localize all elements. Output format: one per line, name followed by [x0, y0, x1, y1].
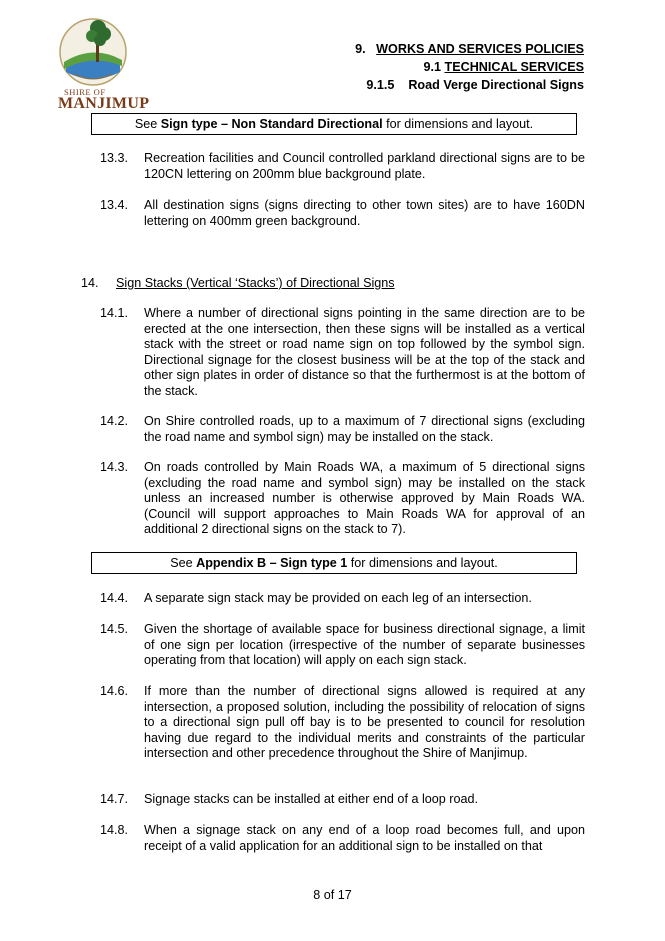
- item-number: 13.3.: [100, 151, 129, 165]
- header-line3: 9.1.5 Road Verge Directional Signs: [366, 78, 584, 92]
- item-text: If more than the number of directional signs allowed is required at any intersection, a proposed solution, including the possibility of relocation of signs to a directional sign pull off bay is to be presented to council for resolution having due regard to the individual merits and constraints of the particular intersection and other precedence throughout the Shire of Manjimup.: [144, 684, 585, 761]
- item-number: 14.6.: [100, 684, 129, 698]
- item-number: 14.8.: [100, 823, 129, 837]
- item-text: On Shire controlled roads, up to a maximum of 7 directional signs (excluding the road name and symbol sign) may be installed on the stack.: [144, 414, 585, 444]
- item-text: When a signage stack on any end of a loop road becomes full, and upon receipt of a valid application for an additional sign to be installed on that: [144, 823, 585, 853]
- item-text: All destination signs (signs directing to other town sites) are to have 160DN lettering on 400mm green background.: [144, 198, 585, 228]
- item-number: 14.4.: [100, 591, 129, 605]
- item-text: Given the shortage of available space for business directional signage, a limit of one sign per location (irrespective of the number of separate businesses operating from that location) will apply on each sign stack.: [144, 622, 585, 668]
- item-number: 14.2.: [100, 414, 129, 428]
- reference-box-2: [91, 552, 577, 574]
- header-subsection-title: TECHNICAL SERVICES: [444, 60, 584, 74]
- page-number: 8 of 17: [313, 888, 352, 902]
- section-heading: [81, 276, 395, 290]
- section-title: Sign Stacks (Vertical ‘Stacks’) of Directional Signs: [116, 276, 395, 290]
- box2-pre: See: [170, 556, 197, 570]
- reference-box-1: [91, 113, 577, 135]
- logo-line1: SHIRE OF: [64, 87, 106, 97]
- box1-bold: Sign type – Non Standard Directional: [160, 117, 383, 131]
- shire-logo: [52, 14, 150, 114]
- box2-post: for dimensions and layout.: [347, 556, 498, 570]
- item-number: 13.4.: [100, 198, 129, 212]
- header-section-title: WORKS AND SERVICES POLICIES: [376, 42, 584, 56]
- header-line1: [355, 40, 584, 58]
- section-number: 14.: [81, 276, 99, 290]
- box1-post: for dimensions and layout.: [382, 117, 534, 131]
- item-text: Signage stacks can be installed at either end of a loop road.: [144, 792, 478, 806]
- item-number: 14.3.: [100, 460, 129, 474]
- item-number: 14.1.: [100, 306, 129, 320]
- box2-bold: Appendix B – Sign type 1: [196, 556, 348, 570]
- item-text: Where a number of directional signs pointing in the same direction are to be erected at the one intersection, then these signs will be installed as a vertical stack with the street or road name sign on top followed by the symbol sign. Directional signage for the closest business will be at the top of the stack and other sign plates in order of distance so that the furthermost is at the bottom of the stack.: [144, 306, 585, 398]
- item-number: 14.7.: [100, 792, 129, 806]
- item-text: Recreation facilities and Council controlled parkland directional signs are to be 120CN lettering on 200mm blue background plate.: [144, 151, 585, 181]
- item-text: A separate sign stack may be provided on each leg of an intersection.: [144, 591, 532, 605]
- shire-emblem-icon: [52, 14, 134, 92]
- header-subsection-number: 9.1: [423, 60, 441, 74]
- header-section-number: 9.: [355, 42, 366, 56]
- header-line2: [423, 58, 584, 76]
- item-text: On roads controlled by Main Roads WA, a maximum of 5 directional signs (excluding the road name and symbol sign) may be installed on the stack unless an increased number is otherwise approved by Main Roads WA. (Council will support approaches to Main Roads WA for approval of an additional 2 directional signs on the stack to 7).: [144, 460, 585, 537]
- box1-pre: See: [134, 117, 161, 131]
- item-number: 14.5.: [100, 622, 129, 636]
- logo-line2: MANJIMUP: [58, 95, 150, 112]
